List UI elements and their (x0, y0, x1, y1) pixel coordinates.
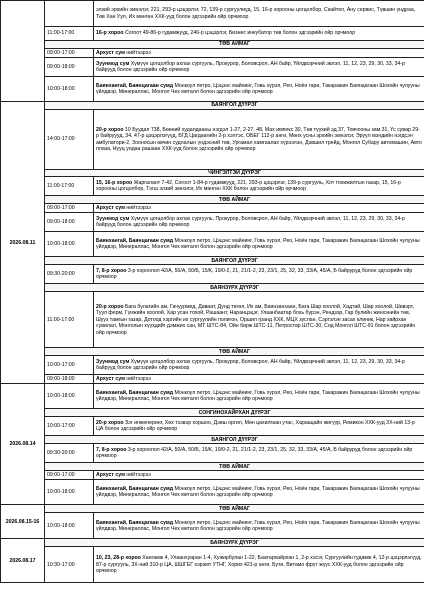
location-title: Зуунмод сум (96, 359, 130, 365)
table-row (1, 265, 424, 284)
location-cell (94, 471, 424, 480)
location-cell (94, 292, 424, 348)
table-row (1, 444, 424, 463)
table-row (1, 417, 424, 436)
section-heading: ТӨВ АЙМАГ (45, 196, 424, 204)
table-row (1, 27, 424, 41)
location-cell (94, 232, 424, 257)
location-text: Монкоул петро, Цэцэнс майнинг, Говь хүрэл, Рео, Ноён гари, Такаражин Баянцагаан Шохойн чулууны үйлдвэр, Минераллас, Монгол Чех металл болон эдгээрийн ойр орчмоор (96, 519, 420, 532)
table-row (1, 102, 424, 110)
table-row (1, 480, 424, 505)
table-row (1, 348, 424, 356)
location-text: 10 Буудал 738, Бөөний худалдааны нэгдэл 1-27, 2-27, 48, Мах импекс 30, Төв түүхий эд 37, Товчооны зам 31, Үс сувар 29-р байруууд, 34, 47-р цэцэрлэгүүд, БГД Цагдаагийн 2-р хэлтэс, ОБЕГ 112-р анги, Мөнх усны эрхийн эмнэлэг, Эрүүл мэндийн нэгдсэн амбулатори-2, Зооносын өвчин судлалын үндэсний төв, Ургамал хамгаалах хүрээлэн, Дэвшил трейд, Монгол Субару автомашин, Авто плаза, Нууц ундаа рашаан ХХК-ууд болон эдгээрийн ойр орчмоор (96, 126, 422, 152)
table-row (1, 375, 424, 384)
location-text: нийтээрээ (124, 376, 151, 383)
table-row (1, 1, 424, 27)
location-title: Архуст сум (96, 205, 125, 212)
table-row (1, 384, 424, 409)
section-heading: БАЯНГОЛ ДҮҮРЭГ (45, 102, 424, 110)
location-text: Монкоул петро, Цэцэнс майнинг, Говь хүрэл, Рео, Ноён гари, Такаражин Баянцагаан Шохойн чулууны үйлдвэр, Минераллас, Монгол Чех металл болон эдгээрийн ойр орчмоор (96, 82, 420, 95)
table-row (1, 49, 424, 58)
time-cell: 09:00-17:00 (45, 471, 94, 480)
location-text: Жаргалант 7-42, Согоот 1-84-р гудамжууд, 221, 293-р цэцэрлэг, 139-р сургууль, Хот тохижилтын газар, 15, 16-р хорооны цогцолбор, Тэгш элзий эмнэлэг, Их мөнгөн ХХК болон эдгээрийн ойр орчмоор (96, 180, 401, 193)
table-row (1, 213, 424, 232)
time-cell: 09:00-18:00 (45, 375, 94, 384)
time-cell: 11:00-17:00 (45, 292, 94, 348)
location-cell (94, 27, 424, 41)
location-title: 20-р хороо (96, 303, 124, 310)
time-cell: 11:00-17:00 (45, 27, 94, 41)
location-title: Баянхангай, Баянцагаан сумд (96, 390, 174, 396)
location-title: 16-р хороо (96, 30, 124, 37)
table-row (1, 409, 424, 417)
time-cell: 09:00-17:00 (45, 204, 94, 213)
location-cell (94, 177, 424, 196)
location-text: Монкоул петро, Цэцэнс майнинг, Говь хүрэл, Рео, Ноён гари, Такаражин Баянцагаан Шохойн чулууны үйлдвэр, Минераллас, Монгол Чех металл болон эдгээрийн ойр орчмоор (96, 238, 420, 251)
time-cell: 10:30-17:00 (45, 547, 94, 583)
location-title: 10, 23, 28-р хороо (96, 555, 141, 562)
date-cell: 2026.08.14 (1, 384, 45, 505)
table-row (1, 232, 424, 257)
section-heading: БАЯНГОЛ ДҮҮРЭГ (45, 257, 424, 265)
location-title: Баянхангай, Баянцагаан сумд (96, 238, 174, 244)
location-title: 7, 8-р хороо (96, 268, 127, 274)
location-text: Монкоул петро, Цэцэнс майнинг, Говь хүрэл, Рео, Ноён гари, Такаражин Баянцагаан Шохойн чулууны үйлдвэр, Минераллас, Монгол Чех металл болон эдгээрийн ойр орчмоор (96, 486, 420, 499)
location-cell (94, 444, 424, 463)
section-heading: БАЯНЗҮРХ ДҮҮРЭГ (45, 539, 424, 547)
time-cell: 10:00-17:00 (45, 417, 94, 436)
time-cell: 14:00-17:00 (45, 110, 94, 170)
location-title: Архуст сум (96, 49, 125, 56)
location-cell (94, 356, 424, 375)
location-cell (94, 58, 424, 77)
location-text: Хүмүүн цогцолбор ахлах сургууль, Прокурор, Боловсрол, АН байр, Үйлдвэрчний эвлэл, 11, 12, 23, 29, 30, 33, 34-р байрууд болон эдгээрийн ойр орчмоор (96, 359, 405, 372)
location-cell (94, 513, 424, 539)
table-row (1, 292, 424, 348)
date-cell: 2026.08.17 (1, 539, 45, 583)
location-text: Согоот 49-86-р гудамжууд, 246-р цэцэрлэг, Бизнес инкубатор төв болон эдгээрийн ойр орчмоор (123, 30, 356, 37)
table-row (1, 471, 424, 480)
location-cell (94, 265, 424, 284)
time-cell: 11:00-17:00 (45, 177, 94, 196)
table-row (1, 196, 424, 204)
location-title: Баянхангай, Баянцагаан сумд (96, 82, 174, 89)
location-title: Архуст сум (96, 472, 125, 479)
location-text: Зэг инженеринг, Хөх тээвэр хоршоо, Дэвш оргил, Мөн цахилгаан утас, Хараацайн жигүүр, Ремикон ХХК-ууд 3Х-ний 13-р ЦА болон эдгээрийн ойр орчмоор (96, 420, 415, 433)
location-cell (94, 1, 424, 27)
location-cell (94, 77, 424, 102)
location-title: Зуунмод сум (96, 60, 130, 67)
location-cell (94, 110, 424, 170)
table-row (1, 110, 424, 170)
location-title: Архуст сум (96, 376, 125, 383)
table-row (1, 284, 424, 292)
location-cell (94, 547, 424, 583)
location-title: 20-р хороо (96, 126, 124, 133)
location-text: нийтээрээ (124, 472, 151, 479)
table-row (1, 547, 424, 583)
table-row (1, 436, 424, 444)
section-heading: ЧИНГЭЛТЭЙ ДҮҮРЭГ (45, 170, 424, 177)
time-cell: 10:00-18:00 (45, 384, 94, 409)
location-text: Монкоул петро, Цэцэнс майнинг, Говь хүрэл, Рео, Ноён гари, Такаражин Баянцагаан Шохойн чулууны үйлдвэр, Минераллас, Монгол Чех металл болон эдгээрийн ойр орчмоор (96, 390, 420, 403)
table-row (1, 463, 424, 471)
table-row (1, 204, 424, 213)
time-cell: 09:30-20:00 (45, 444, 94, 463)
table-row (1, 539, 424, 547)
location-title: Зуунмод сум (96, 216, 130, 222)
date-cell (1, 1, 45, 102)
section-heading: БАЯНГОЛ ДҮҮРЭГ (45, 436, 424, 444)
section-heading: ТӨВ АЙМАГ (45, 41, 424, 49)
time-cell: 10:00-18:00 (45, 480, 94, 505)
date-cell: 2026.08.11 (1, 102, 45, 384)
section-heading: БАЯНЗҮРХ ДҮҮРЭГ (45, 284, 424, 292)
section-heading: ТӨВ АЙМАГ (45, 463, 424, 471)
location-text: Хангамж 4, Улаанхуаран 1-4, Хужирбулан 1-22, Баатархайрхан 1, 2-р хэсэг, Сургуулийн гудамж 4, 12-р цэцэрлэгүүд, 87-р сургууль, 3Х-ний 310-р ЦА, ШШГЕГ хэрэмт УТНГ, Хориx 421-р анги, Бути, Витамо фрүт жүүс ХХК-ууд болон эдгээрийн ойр орчмоор (96, 555, 422, 575)
time-cell: 09:00-18:00 (45, 213, 94, 232)
location-text: 3-р хороолол 42/А, 50/А, 50/Б, 15/К, 19/0-2, 21, 21/1-2, 23, 23/1, 25, 32, 33, 33/А, 45/А, Б байруруд болон эдгээрийн ойр орчмоор (96, 268, 413, 281)
table-row (1, 41, 424, 49)
time-cell: 09:00-17:00 (45, 49, 94, 58)
section-heading: СОНГИНОХАЙРХАН ДҮҮРЭГ (45, 409, 424, 417)
time-cell: 09:00-18:00 (45, 58, 94, 77)
location-cell (94, 375, 424, 384)
time-cell: 10:00-18:00 (45, 77, 94, 102)
location-cell (94, 204, 424, 213)
location-cell (94, 417, 424, 436)
location-cell (94, 213, 424, 232)
location-title: Баянхангай, Баянцагаан сумд (96, 519, 174, 526)
table-row (1, 356, 424, 375)
location-cell (94, 49, 424, 58)
location-text: 3-р хороолол 42/А, 50/А, 50/Б, 15/К, 19/0-2, 21, 21/1-2, 23, 23/1, 25, 32, 33, 33/А, 45/А, Б байруруд болон эдгээрийн ойр орчмоор (96, 447, 413, 460)
location-title: 15, 16-р хороо (96, 180, 133, 186)
location-cell (94, 480, 424, 505)
table-row (1, 77, 424, 102)
location-text: нийтээрээ (124, 49, 151, 56)
location-title: Баянхангай, Баянцагаан сумд (96, 486, 174, 492)
time-cell: 09:30-20:00 (45, 265, 94, 284)
time-cell: 10:00-17:00 (45, 356, 94, 375)
date-cell: 2026.08.15-16 (1, 505, 45, 539)
location-text: элзий эрхийн эмнэлэг, 221, 293-р цэцэрлэг, 72, 139-р сургуулиуд, 15, 16-р хорооны цогцолбор, Скайтел, Ану сервис, Түвшин ундраа, Төв Хан Уул, Их мөнгөн ХХК-ууд болон эдгээрийн ойр орчмоор (96, 7, 416, 20)
table-row (1, 177, 424, 196)
location-title: 7, 8-р хороо (96, 447, 127, 453)
time-cell: 10:00-18:00 (45, 232, 94, 257)
location-cell (94, 384, 424, 409)
location-text: Хүмүүн цогцолбор ахлах сургууль, Прокурор, Боловсрол, АН байр, Үйлдвэрчний эвлэл, 11, 12, 23, 29, 30, 33, 34-р байрууд болон эдгээрийн ойр орчмоор (96, 60, 405, 73)
location-text: Бага булагийн ам, Гачуурмед, Даваат, Дунд төгөл, Их ам, Баянзанхаан, Бага Шар хоолой, Хадтай, Шар хоолой, Шивэрт, Туул ферм, Гүнжийн хоолой, Хар усан тохой, Рашаант, Наранцэцэг, Улаанбаатар бохь бүрэн, Рендзэр, Гар булийн жинхэнийн төв, Шууз тамгын газар, Дотоод хэргийн их сургуулийн полигон, Оршил гранд ХХК, МЦХ зуслан, Сэргэлэн засах клиник, Нар хайрхан сувилал, Монголын хүүхдийг дэмжих сан, МТ ШТС-84, Ойн бирж ШТС-11, Петростар ШТС-30, Сод Монгол ШТС-91 болон эдгээрийн ойр орчмоор (96, 303, 416, 336)
time-cell: 10:00-18:00 (45, 513, 94, 539)
section-heading: ТӨВ АЙМАГ (45, 348, 424, 356)
time-cell (45, 1, 94, 27)
table-row (1, 257, 424, 265)
table-row (1, 170, 424, 177)
table-row (1, 58, 424, 77)
table-row (1, 513, 424, 539)
location-text: Хүмүүн цогцолбор ахлах сургууль, Прокурор, Боловсрол, АН байр, Үйлдвэрчний эвлэл, 11, 12, 23, 29, 30, 33, 34-р байрууд болон эдгээрийн ойр орчмоор (96, 216, 405, 229)
location-title: 20-р хороо (96, 420, 124, 426)
table-row (1, 505, 424, 513)
section-heading: ТӨВ АЙМАГ (45, 505, 424, 513)
location-text: нийтээрээ (124, 205, 151, 212)
